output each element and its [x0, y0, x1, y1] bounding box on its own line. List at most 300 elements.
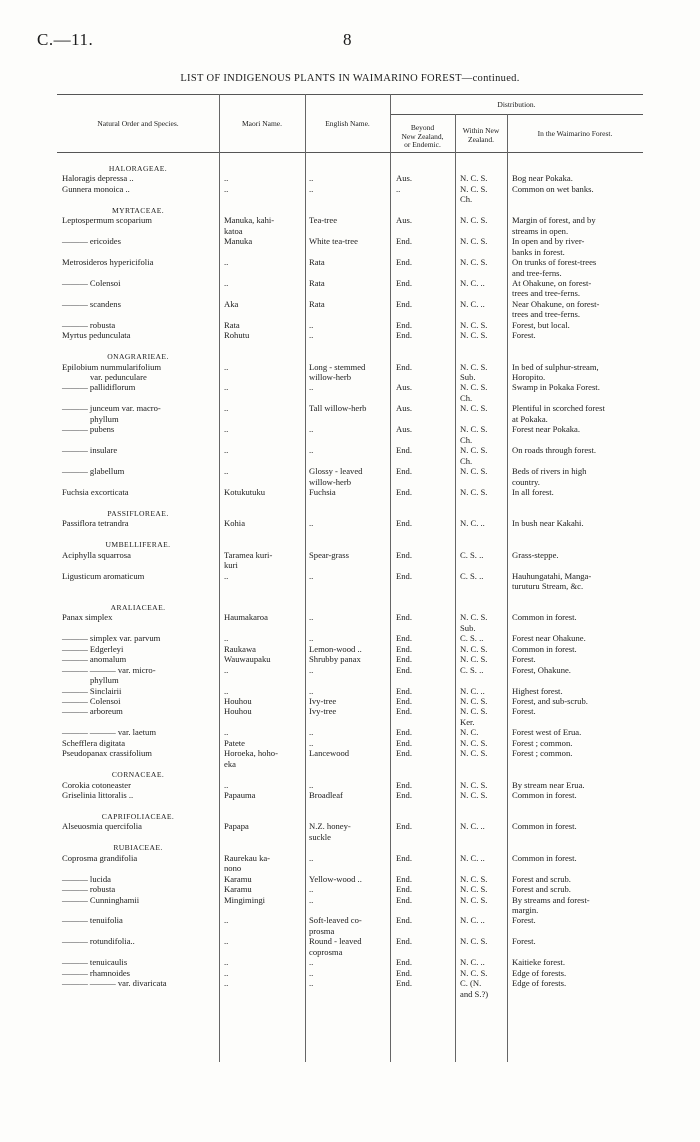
- maori-name: ..: [224, 361, 229, 372]
- beyond-nz: End.: [396, 361, 412, 372]
- english-name: ..: [309, 183, 314, 194]
- species-name: ——— rhamnoides: [62, 967, 131, 978]
- within-nz: C. S. ..: [460, 633, 484, 644]
- within-nz: Ch.: [460, 392, 473, 403]
- waimarino-locality: In all forest.: [512, 486, 554, 497]
- english-name: Fuchsia: [309, 486, 336, 497]
- maori-name: Haumakaroa: [224, 612, 268, 623]
- maori-name: ..: [224, 570, 229, 581]
- beyond-nz: End.: [396, 298, 412, 309]
- maori-name: Houhou: [224, 706, 252, 717]
- maori-name: eka: [224, 758, 236, 769]
- column-divider: [455, 114, 456, 1062]
- english-name: ..: [309, 445, 314, 456]
- maori-name: Karamu: [224, 884, 252, 895]
- beyond-nz: End.: [396, 445, 412, 456]
- english-name: ..: [309, 967, 314, 978]
- maori-name: Kotukutuku: [224, 486, 266, 497]
- english-name: ..: [309, 570, 314, 581]
- within-nz: N. C. S.: [460, 884, 488, 895]
- within-nz: N. C. S.: [460, 403, 488, 414]
- english-name: Yellow-wood ..: [309, 873, 362, 884]
- maori-name: ..: [224, 779, 229, 790]
- maori-name: Papauma: [224, 790, 256, 800]
- species-name: phyllum: [90, 413, 119, 424]
- beyond-nz: End.: [396, 852, 412, 863]
- waimarino-locality: Common in forest.: [512, 612, 577, 623]
- english-name: coprosma: [309, 946, 343, 957]
- maori-name: ..: [224, 685, 229, 696]
- english-name: ..: [309, 685, 314, 696]
- species-name: Metrosideros hypericifolia: [62, 257, 154, 268]
- within-nz: N. C.: [460, 727, 479, 738]
- waimarino-locality: Forest and scrub.: [512, 884, 571, 895]
- species-name: Epilobium nummularifolium: [62, 361, 162, 372]
- within-nz: N. C. ..: [460, 957, 485, 968]
- maori-name: Kohia: [224, 518, 246, 529]
- waimarino-locality: Edge of forests.: [512, 978, 567, 989]
- within-nz: N. C. S.: [460, 257, 488, 268]
- within-nz: Ch.: [460, 455, 473, 466]
- maori-name: Raurekau ka-: [224, 852, 271, 863]
- english-name: Long - stemmed: [309, 361, 366, 372]
- header-forest: In the Waimarino Forest.: [537, 129, 613, 138]
- species-name: ——— ericoides: [62, 236, 121, 247]
- maori-name: Raukawa: [224, 643, 256, 654]
- family-heading: HALORAGEAE.: [108, 164, 168, 173]
- species-name: Ligusticum aromaticum: [62, 570, 145, 581]
- waimarino-locality: Hauhungatahi, Manga-: [512, 570, 592, 581]
- beyond-nz: ..: [396, 183, 401, 194]
- english-name: Shrubby panax: [309, 654, 361, 665]
- maori-name: Houhou: [224, 695, 252, 706]
- header-distribution: Distribution.: [497, 100, 536, 109]
- species-name: Aciphylla squarrosa: [62, 549, 131, 560]
- waimarino-locality: On roads through forest.: [512, 445, 597, 456]
- waimarino-locality: at Pokaka.: [512, 413, 548, 424]
- waimarino-locality: At Ohakune, on forest-: [512, 277, 592, 288]
- waimarino-locality: Beds of rivers in high: [512, 466, 587, 477]
- english-name: White tea-tree: [309, 236, 358, 247]
- beyond-nz: End.: [396, 706, 412, 717]
- waimarino-locality: Common in forest.: [512, 852, 577, 863]
- species-name: ——— Edgerleyi: [62, 643, 124, 654]
- waimarino-locality: streams in open.: [512, 225, 569, 236]
- waimarino-locality: Common on wet banks.: [512, 183, 594, 194]
- column-divider: [507, 114, 508, 1062]
- species-name: Schefflera digitata: [62, 737, 126, 748]
- waimarino-locality: Margin of forest, and by: [512, 215, 596, 226]
- beyond-nz: End.: [396, 737, 412, 748]
- english-name: Glossy - leaved: [309, 466, 363, 477]
- within-nz: C. S. ..: [460, 664, 484, 675]
- waimarino-locality: Forest ; common.: [512, 748, 573, 759]
- beyond-nz: End.: [396, 748, 412, 759]
- within-nz: N. C. S.: [460, 486, 488, 497]
- beyond-nz: Aus.: [396, 424, 412, 435]
- beyond-nz: End.: [396, 727, 412, 738]
- beyond-nz: End.: [396, 236, 412, 247]
- waimarino-locality: Forest.: [512, 330, 536, 341]
- within-nz: N. C. S.: [460, 330, 488, 341]
- beyond-nz: End.: [396, 821, 412, 832]
- maori-name: ..: [224, 957, 229, 968]
- species-name: ——— robusta: [62, 319, 116, 330]
- within-nz: N. C. ..: [460, 518, 485, 529]
- maori-name: Horoeka, hoho-: [224, 748, 278, 759]
- waimarino-locality: turuturu Stream, &c.: [512, 581, 584, 591]
- within-nz: N. C. S.: [460, 361, 488, 372]
- maori-name: ..: [224, 424, 229, 435]
- waimarino-locality: Forest.: [512, 915, 536, 926]
- maori-name: kuri: [224, 560, 238, 571]
- waimarino-locality: In bush near Kakahi.: [512, 518, 584, 529]
- beyond-nz: End.: [396, 643, 412, 654]
- maori-name: ..: [224, 183, 229, 194]
- within-nz: Sub.: [460, 372, 476, 382]
- maori-name: Aka: [224, 298, 239, 309]
- page-title: LIST OF INDIGENOUS PLANTS IN WAIMARINO FOREST—continued.: [180, 73, 520, 84]
- species-name: ——— rotundifolia..: [62, 936, 135, 947]
- waimarino-locality: banks in forest.: [512, 246, 565, 257]
- species-name: ——— Sinclairii: [62, 685, 122, 696]
- within-nz: N. C. ..: [460, 277, 485, 288]
- waimarino-locality: Kaitieke forest.: [512, 957, 565, 968]
- english-name: Lancewood: [309, 748, 350, 759]
- english-name: Round - leaved: [309, 936, 362, 947]
- english-name: Broadleaf: [309, 790, 343, 800]
- maori-name: Mingimingi: [224, 894, 266, 905]
- english-name: ..: [309, 319, 314, 330]
- english-name: suckle: [309, 831, 331, 842]
- waimarino-locality: In bed of sulphur-stream,: [512, 361, 599, 372]
- within-nz: N. C. S.: [460, 894, 488, 905]
- waimarino-locality: Edge of forests.: [512, 967, 567, 978]
- within-nz: N. C. S.: [460, 183, 488, 194]
- beyond-nz: End.: [396, 685, 412, 696]
- english-name: Tall willow-herb: [309, 403, 367, 414]
- header-bottom-rule: [57, 152, 643, 153]
- beyond-nz: End.: [396, 978, 412, 989]
- within-nz: N. C. S.: [460, 236, 488, 247]
- within-nz: and S.?): [460, 988, 489, 999]
- english-name: Lemon-wood ..: [309, 643, 362, 654]
- header-within-line: Zealand.: [467, 134, 495, 144]
- family-heading: CORNACEAE.: [111, 770, 165, 780]
- species-name: Alseuosmia quercifolia: [62, 821, 142, 832]
- maori-name: ..: [224, 173, 229, 184]
- within-nz: N. C. S.: [460, 382, 488, 393]
- beyond-nz: End.: [396, 873, 412, 884]
- english-name: ..: [309, 737, 314, 748]
- english-name: ..: [309, 518, 314, 529]
- family-heading: UMBELLIFERAE.: [105, 540, 171, 550]
- beyond-nz: Aus.: [396, 173, 412, 184]
- beyond-nz: End.: [396, 664, 412, 675]
- beyond-nz: End.: [396, 695, 412, 706]
- header-within-line: Within New: [462, 126, 500, 135]
- species-name: ——— tenuicaulis: [62, 957, 128, 968]
- within-nz: N. C. S.: [460, 173, 488, 184]
- family-heading: CAPRIFOLIACEAE.: [101, 811, 175, 821]
- family-heading: ONAGRARIEAE.: [107, 352, 169, 362]
- within-nz: N. C. ..: [460, 821, 485, 832]
- header-beyond-line: or Endemic.: [404, 140, 441, 149]
- species-name: ——— ——— var. micro-: [62, 664, 156, 675]
- waimarino-locality: Horopito.: [512, 372, 546, 382]
- within-nz: N. C. S.: [460, 779, 488, 790]
- english-name: ..: [309, 424, 314, 435]
- within-nz: Ch.: [460, 194, 473, 205]
- species-name: ——— pallidiflorum: [62, 382, 136, 393]
- beyond-nz: End.: [396, 936, 412, 947]
- within-nz: N. C. ..: [460, 852, 485, 863]
- beyond-nz: End.: [396, 330, 412, 341]
- maori-name: ..: [224, 727, 229, 738]
- beyond-nz: End.: [396, 894, 412, 905]
- waimarino-locality: Forest.: [512, 654, 536, 665]
- maori-name: ..: [224, 915, 229, 926]
- english-name: ..: [309, 894, 314, 905]
- maori-name: katoa: [224, 225, 243, 236]
- species-name: ——— simplex var. parvum: [62, 633, 161, 644]
- species-name: ——— tenuifolia: [62, 915, 123, 926]
- waimarino-locality: Forest ; common.: [512, 737, 573, 748]
- waimarino-locality: margin.: [512, 904, 539, 915]
- english-name: willow-herb: [309, 476, 352, 487]
- within-nz: N. C. S.: [460, 215, 488, 226]
- beyond-nz: End.: [396, 257, 412, 268]
- beyond-nz: End.: [396, 549, 412, 560]
- waimarino-locality: Highest forest.: [512, 685, 563, 696]
- beyond-nz: End.: [396, 466, 412, 477]
- waimarino-locality: Forest.: [512, 706, 536, 717]
- header-beyond-line: Beyond: [410, 123, 435, 132]
- english-name: ..: [309, 612, 314, 623]
- species-name: Pseudopanax crassifolium: [62, 748, 152, 759]
- species-name: ——— Colensoi: [62, 695, 121, 706]
- waimarino-locality: Swamp in Pokaka Forest.: [512, 382, 600, 393]
- within-nz: C. (N.: [460, 978, 482, 989]
- within-nz: N. C. S.: [460, 967, 488, 978]
- header-maori: Maori Name.: [242, 119, 282, 128]
- waimarino-locality: In open and by river-: [512, 236, 585, 247]
- waimarino-locality: trees and tree-ferns.: [512, 309, 580, 320]
- maori-name: ..: [224, 445, 229, 456]
- beyond-nz: End.: [396, 486, 412, 497]
- waimarino-locality: Forest, but local.: [512, 319, 570, 330]
- english-name: ..: [309, 727, 314, 738]
- species-name: ——— arboreum: [62, 706, 123, 717]
- waimarino-locality: country.: [512, 476, 540, 487]
- maori-name: ..: [224, 466, 229, 477]
- beyond-nz: End.: [396, 957, 412, 968]
- species-name: Panax simplex: [62, 612, 113, 623]
- species-name: ——— junceum var. macro-: [62, 403, 161, 414]
- header-english: English Name.: [325, 119, 370, 128]
- maori-name: ..: [224, 967, 229, 978]
- within-nz: N. C. S.: [460, 643, 488, 654]
- waimarino-locality: Forest and scrub.: [512, 873, 571, 884]
- beyond-nz: End.: [396, 884, 412, 895]
- english-name: ..: [309, 957, 314, 968]
- english-name: Tea-tree: [309, 215, 338, 226]
- waimarino-locality: trees and tree-ferns.: [512, 288, 580, 299]
- within-nz: N. C. S.: [460, 424, 488, 435]
- waimarino-locality: Common in forest.: [512, 790, 577, 800]
- species-name: ——— insulare: [62, 445, 118, 456]
- column-divider: [390, 94, 391, 1062]
- english-name: ..: [309, 884, 314, 895]
- species-name: ——— robusta: [62, 884, 116, 895]
- waimarino-locality: Forest, Ohakune.: [512, 664, 571, 675]
- within-nz: N. C. S.: [460, 790, 488, 800]
- english-name: ..: [309, 779, 314, 790]
- english-name: Rata: [309, 277, 325, 288]
- within-nz: N. C. S.: [460, 319, 488, 330]
- english-name: ..: [309, 330, 314, 341]
- english-name: ..: [309, 382, 314, 393]
- within-nz: N. C. S.: [460, 737, 488, 748]
- maori-name: Taramea kuri-: [224, 549, 273, 560]
- beyond-nz: End.: [396, 612, 412, 623]
- maori-name: Patete: [224, 737, 245, 748]
- maori-name: ..: [224, 978, 229, 989]
- within-nz: Sub.: [460, 622, 476, 633]
- family-heading: MYRTACEAE.: [111, 205, 165, 215]
- waimarino-locality: Bog near Pokaka.: [512, 173, 573, 184]
- species-name: Gunnera monoica ..: [62, 183, 130, 194]
- page-ref: C.—11.: [37, 30, 94, 49]
- waimarino-locality: Forest near Ohakune.: [512, 633, 586, 644]
- maori-name: Wauwaupaku: [224, 654, 271, 665]
- english-name: Soft-leaved co-: [309, 915, 362, 926]
- maori-name: ..: [224, 403, 229, 414]
- table-top-rule: [57, 94, 643, 95]
- maori-name: Rohutu: [224, 330, 250, 341]
- waimarino-locality: and tree-ferns.: [512, 267, 562, 278]
- beyond-nz: End.: [396, 319, 412, 330]
- within-nz: N. C. S.: [460, 706, 488, 717]
- english-name: ..: [309, 633, 314, 644]
- english-name: Spear-grass: [309, 549, 349, 560]
- english-name: ..: [309, 173, 314, 184]
- maori-name: Karamu: [224, 873, 252, 884]
- beyond-nz: End.: [396, 967, 412, 978]
- beyond-nz: End.: [396, 779, 412, 790]
- species-name: ——— ——— var. divaricata: [62, 978, 167, 989]
- within-nz: N. C. S.: [460, 748, 488, 759]
- species-name: Griselinia littoralis ..: [62, 790, 134, 800]
- beyond-nz: Aus.: [396, 382, 412, 393]
- english-name: willow-herb: [309, 372, 352, 382]
- maori-name: nono: [224, 863, 242, 874]
- within-nz: N. C. S.: [460, 612, 488, 623]
- waimarino-locality: Plentiful in scorched forest: [512, 403, 605, 414]
- family-heading: PASSIFLOREAE.: [107, 508, 169, 518]
- header-beyond-line: New Zealand,: [401, 131, 444, 141]
- header-beyond: [390, 124, 455, 150]
- page-number: 8: [343, 30, 352, 49]
- within-nz: N. C. S.: [460, 466, 488, 477]
- waimarino-locality: Forest west of Erua.: [512, 727, 582, 738]
- species-name: var. pedunculare: [90, 372, 147, 382]
- within-nz: N. C. S.: [460, 936, 488, 947]
- species-name: ——— ——— var. laetum: [62, 727, 157, 738]
- english-name: ..: [309, 978, 314, 989]
- family-heading: ARALIACEAE.: [110, 602, 166, 612]
- beyond-nz: End.: [396, 518, 412, 529]
- species-name: Corokia cotoneaster: [62, 779, 131, 790]
- waimarino-locality: Forest near Pokaka.: [512, 424, 581, 435]
- family-heading: RUBIACEAE.: [113, 843, 163, 853]
- english-name: ..: [309, 852, 314, 863]
- species-name: Myrtus pedunculata: [62, 330, 131, 341]
- waimarino-locality: On trunks of forest-trees: [512, 257, 597, 268]
- english-name: Ivy-tree: [309, 706, 337, 717]
- maori-name: Rata: [224, 319, 240, 330]
- header-species: Natural Order and Species.: [97, 119, 179, 128]
- species-name: Passiflora tetrandra: [62, 518, 129, 529]
- beyond-nz: Aus.: [396, 403, 412, 414]
- waimarino-locality: Grass-steppe.: [512, 549, 559, 560]
- maori-name: ..: [224, 633, 229, 644]
- waimarino-locality: Forest, and sub-scrub.: [512, 695, 588, 706]
- waimarino-locality: Common in forest.: [512, 821, 577, 832]
- within-nz: C. S. ..: [460, 570, 484, 581]
- species-name: phyllum: [90, 675, 119, 686]
- within-nz: C. S. ..: [460, 549, 484, 560]
- within-nz: N. C. ..: [460, 685, 485, 696]
- waimarino-locality: Near Ohakune, on forest-: [512, 298, 600, 309]
- beyond-nz: End.: [396, 277, 412, 288]
- maori-name: Papapa: [224, 821, 249, 832]
- column-divider: [305, 94, 306, 1062]
- english-name: N.Z. honey-: [309, 821, 351, 832]
- english-name: Ivy-tree: [309, 695, 337, 706]
- species-name: Leptospermum scoparium: [62, 215, 152, 226]
- maori-name: Manuka, kahi-: [224, 215, 275, 226]
- species-name: Coprosma grandifolia: [62, 852, 138, 863]
- beyond-nz: End.: [396, 915, 412, 926]
- maori-name: ..: [224, 382, 229, 393]
- beyond-nz: End.: [396, 633, 412, 644]
- within-nz: N. C. S.: [460, 445, 488, 456]
- english-name: prosma: [309, 925, 335, 936]
- header-within: [455, 127, 507, 144]
- waimarino-locality: By streams and forest-: [512, 894, 590, 905]
- within-nz: N. C. S.: [460, 873, 488, 884]
- beyond-nz: End.: [396, 570, 412, 581]
- species-name: Fuchsia excorticata: [62, 486, 129, 497]
- maori-name: ..: [224, 277, 229, 288]
- english-name: Rata: [309, 257, 325, 268]
- column-divider: [219, 94, 220, 1062]
- within-nz: Ch.: [460, 434, 473, 445]
- distribution-rule: [390, 114, 643, 115]
- waimarino-locality: By stream near Erua.: [512, 779, 585, 790]
- species-name: ——— anomalum: [62, 654, 127, 665]
- beyond-nz: End.: [396, 654, 412, 665]
- species-name: ——— Cunninghamii: [62, 894, 140, 905]
- species-name: ——— scandens: [62, 298, 121, 309]
- maori-name: ..: [224, 936, 229, 947]
- within-nz: N. C. ..: [460, 298, 485, 309]
- beyond-nz: End.: [396, 790, 412, 800]
- species-name: ——— lucida: [62, 873, 111, 884]
- species-name: ——— Colensoi: [62, 277, 121, 288]
- within-nz: N. C. ..: [460, 915, 485, 926]
